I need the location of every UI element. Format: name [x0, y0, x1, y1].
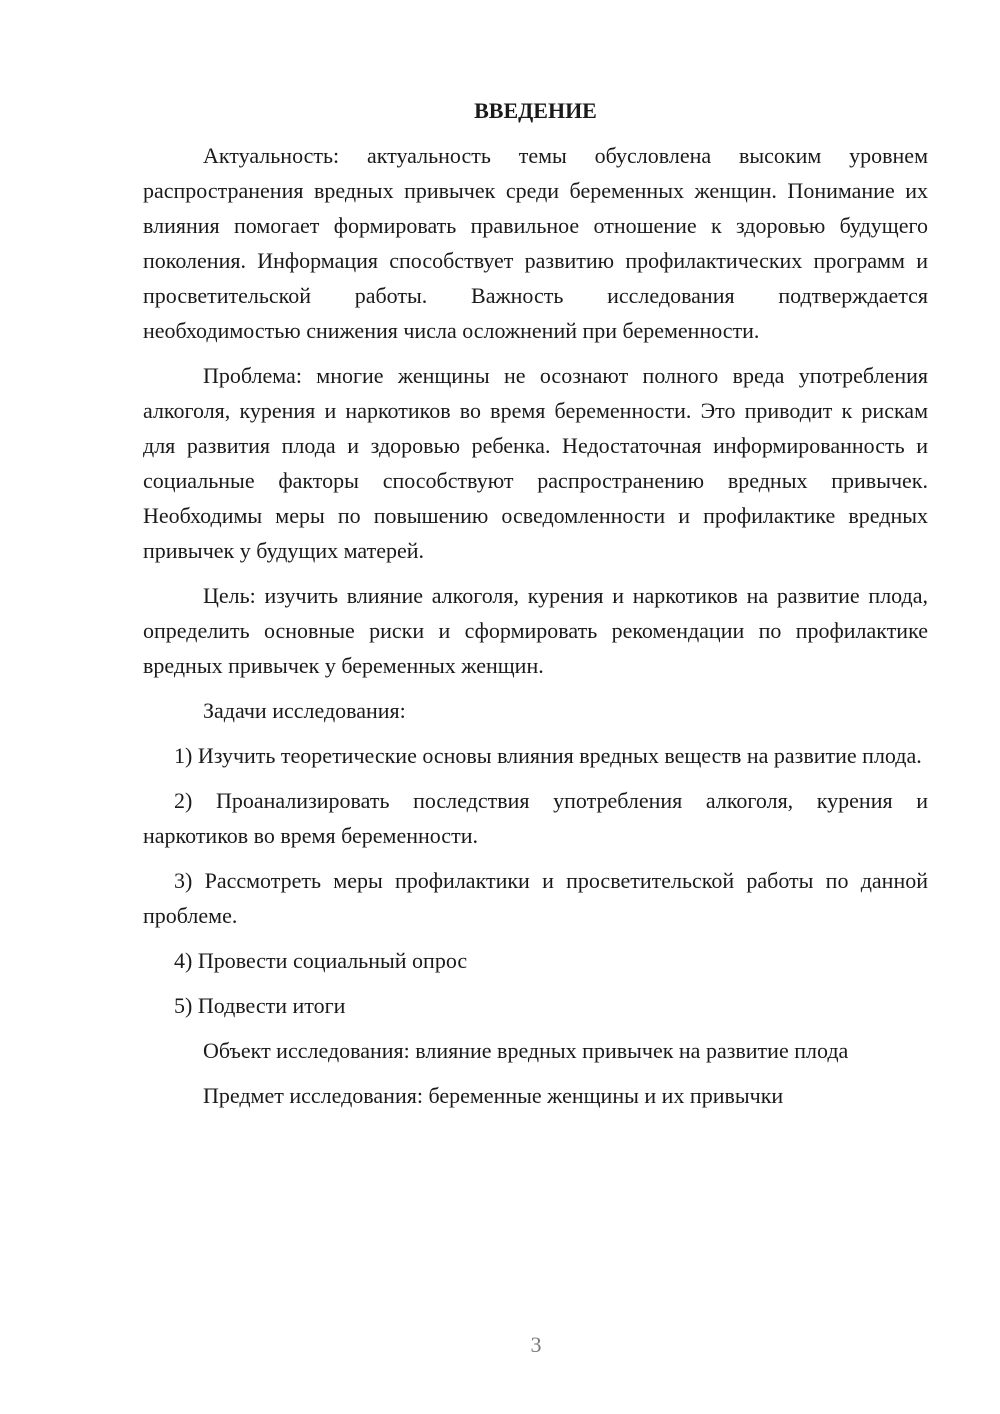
subject-paragraph: Предмет исследования: беременные женщины и их привычки — [203, 1083, 784, 1108]
page-number: 3 — [530, 1332, 542, 1357]
task-item-4: 4) Провести социальный опрос — [174, 948, 468, 973]
page-title: ВВЕДЕНИЕ — [474, 98, 597, 123]
task-item-3: 3) Рассмотреть меры профилактики и просветительской работы по данной проблеме. — [143, 868, 928, 928]
object-paragraph: Объект исследования: влияние вредных привычек на развитие плода — [203, 1038, 849, 1063]
task-item-1: 1) Изучить теоретические основы влияния вредных веществ на развитие плода. — [174, 743, 922, 768]
relevance-paragraph: Актуальность: актуальность темы обусловлена высоким уровнем распространения вредных привычек среди беременных женщин. Понимание их влияния помогает формировать правильное отношение к здоровью будущего поколения. Информация способствует развитию профилактических программ и просветительской работы. Важность исследования подтверждается необходимостью снижения числа осложнений при беременности. — [143, 143, 928, 343]
goal-paragraph: Цель: изучить влияние алкоголя, курения и наркотиков на развитие плода, определить основные риски и сформировать рекомендации по профилактике вредных привычек у беременных женщин. — [143, 583, 928, 678]
tasks-heading: Задачи исследования: — [203, 698, 406, 723]
document-body — [143, 93, 928, 1113]
task-item-5: 5) Подвести итоги — [174, 993, 346, 1018]
problem-paragraph: Проблема: многие женщины не осознают полного вреда употребления алкоголя, курения и наркотиков во время беременности. Это приводит к рискам для развития плода и здоровью ребенка. Недостаточная информированность и социальные факторы способствуют распространению вредных привычек. Необходимы меры по повышению осведомленности и профилактике вредных привычек у будущих матерей. — [143, 363, 928, 563]
task-item-2: 2) Проанализировать последствия употребления алкоголя, курения и наркотиков во время беременности. — [143, 788, 928, 848]
